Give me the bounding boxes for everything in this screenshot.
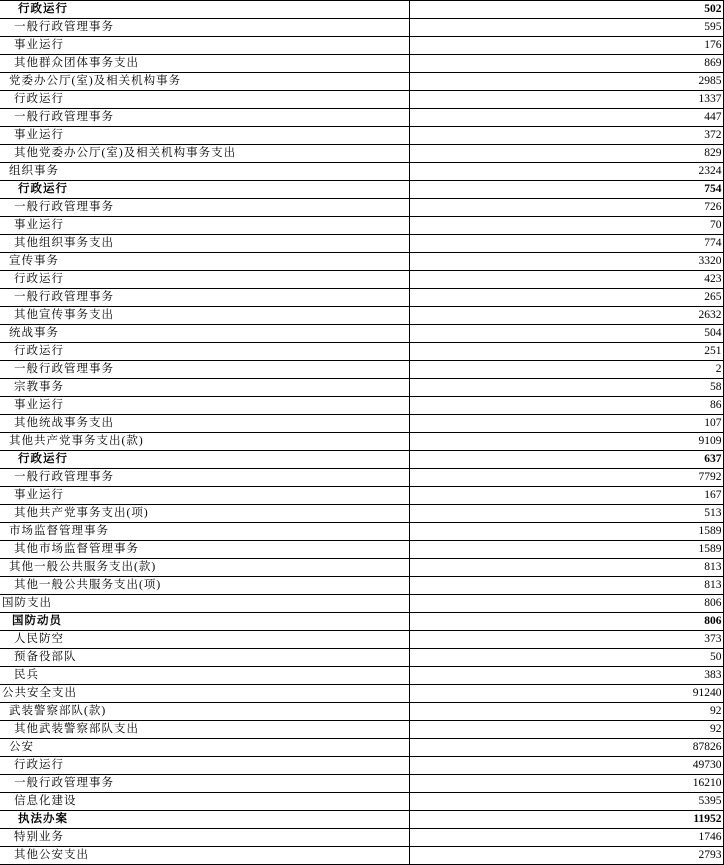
- row-label-cell[interactable]: [0, 325, 409, 343]
- table-row[interactable]: [0, 829, 723, 847]
- row-label: 特别业务: [14, 831, 64, 843]
- table-row[interactable]: [0, 343, 723, 361]
- row-label: 武装警察部队(款): [9, 705, 107, 717]
- table-row[interactable]: [0, 433, 723, 451]
- row-amount[interactable]: 806: [409, 595, 723, 613]
- row-amount[interactable]: 11952: [409, 811, 723, 829]
- row-label: 其他党委办公厅(室)及相关机构事务支出: [14, 147, 237, 159]
- table-row[interactable]: [0, 73, 723, 91]
- row-amount[interactable]: 5395: [409, 793, 723, 811]
- row-label: 其他组织事务支出: [14, 237, 114, 249]
- row-amount[interactable]: 1746: [409, 829, 723, 847]
- row-amount[interactable]: 2324: [409, 163, 723, 181]
- row-label-cell[interactable]: [0, 307, 409, 325]
- row-amount[interactable]: 16210: [409, 775, 723, 793]
- row-amount[interactable]: 637: [409, 451, 723, 469]
- row-label: 行政运行: [14, 93, 64, 105]
- table-row[interactable]: [0, 415, 723, 433]
- row-amount[interactable]: 91240: [409, 685, 723, 703]
- row-amount[interactable]: 1589: [409, 523, 723, 541]
- row-label-cell[interactable]: [0, 55, 409, 73]
- table-row[interactable]: [0, 541, 723, 559]
- row-label: 民兵: [14, 669, 39, 681]
- row-amount[interactable]: 774: [409, 235, 723, 253]
- row-label: 其他市场监督管理事务: [14, 543, 139, 555]
- row-amount[interactable]: 754: [409, 181, 723, 199]
- table-row[interactable]: [0, 379, 723, 397]
- row-label-cell[interactable]: [0, 361, 409, 379]
- table-row[interactable]: [0, 361, 723, 379]
- row-label-cell[interactable]: [0, 703, 409, 721]
- row-label-cell[interactable]: [0, 145, 409, 163]
- row-label-cell[interactable]: [0, 757, 409, 775]
- table-row[interactable]: [0, 325, 723, 343]
- table-row[interactable]: [0, 127, 723, 145]
- row-amount[interactable]: 3320: [409, 253, 723, 271]
- row-amount[interactable]: 167: [409, 487, 723, 505]
- row-amount[interactable]: 869: [409, 55, 723, 73]
- row-amount[interactable]: 806: [409, 613, 723, 631]
- table-row[interactable]: [0, 163, 723, 181]
- table-body: [0, 1, 723, 865]
- row-label: 组织事务: [9, 165, 59, 177]
- row-label-cell[interactable]: [0, 433, 409, 451]
- row-label-cell[interactable]: [0, 1, 409, 19]
- table-row[interactable]: [0, 523, 723, 541]
- row-label: 行政运行: [14, 759, 64, 771]
- table-row[interactable]: [0, 847, 723, 865]
- row-label: 其他共产党事务支出(项): [14, 507, 149, 519]
- row-label: 事业运行: [14, 129, 64, 141]
- row-label: 一般行政管理事务: [14, 111, 114, 123]
- row-label-cell[interactable]: [0, 343, 409, 361]
- row-amount[interactable]: 726: [409, 199, 723, 217]
- row-label: 其他一般公共服务支出(款): [9, 561, 157, 573]
- row-label: 其他一般公共服务支出(项): [14, 579, 162, 591]
- row-label: 国防支出: [2, 597, 52, 609]
- row-amount[interactable]: 86: [409, 397, 723, 415]
- row-label: 事业运行: [14, 39, 64, 51]
- table-row[interactable]: [0, 685, 723, 703]
- row-label: 一般行政管理事务: [14, 471, 114, 483]
- table-row[interactable]: [0, 595, 723, 613]
- table-row[interactable]: [0, 469, 723, 487]
- table-row[interactable]: [0, 559, 723, 577]
- row-amount[interactable]: 373: [409, 631, 723, 649]
- row-label-cell[interactable]: [0, 595, 409, 613]
- row-label-cell[interactable]: [0, 91, 409, 109]
- table-row[interactable]: [0, 253, 723, 271]
- row-label: 事业运行: [14, 489, 64, 501]
- table-row[interactable]: [0, 199, 723, 217]
- table-row[interactable]: [0, 55, 723, 73]
- table-row[interactable]: [0, 289, 723, 307]
- row-label-cell[interactable]: [0, 559, 409, 577]
- row-label-cell[interactable]: [0, 397, 409, 415]
- table-row[interactable]: [0, 307, 723, 325]
- row-amount[interactable]: 50: [409, 649, 723, 667]
- row-label-cell[interactable]: [0, 685, 409, 703]
- row-label: 一般行政管理事务: [14, 291, 114, 303]
- row-label: 一般行政管理事务: [14, 363, 114, 375]
- row-label: 人民防空: [14, 633, 64, 645]
- table-row[interactable]: [0, 721, 723, 739]
- table-row[interactable]: [0, 397, 723, 415]
- row-label: 其他群众团体事务支出: [14, 57, 139, 69]
- row-label: 行政运行: [18, 3, 68, 15]
- row-amount[interactable]: 813: [409, 559, 723, 577]
- table-row[interactable]: [0, 739, 723, 757]
- row-label-cell[interactable]: [0, 739, 409, 757]
- row-amount[interactable]: 1337: [409, 91, 723, 109]
- row-label-cell[interactable]: [0, 847, 409, 865]
- row-amount[interactable]: 595: [409, 19, 723, 37]
- row-amount[interactable]: 829: [409, 145, 723, 163]
- row-amount[interactable]: 1589: [409, 541, 723, 559]
- row-label: 一般行政管理事务: [14, 201, 114, 213]
- row-amount[interactable]: 92: [409, 721, 723, 739]
- row-amount[interactable]: 87826: [409, 739, 723, 757]
- table-row[interactable]: [0, 649, 723, 667]
- row-label: 一般行政管理事务: [14, 777, 114, 789]
- row-amount[interactable]: 372: [409, 127, 723, 145]
- row-label-cell[interactable]: [0, 505, 409, 523]
- row-label-cell[interactable]: [0, 217, 409, 235]
- row-label-cell[interactable]: [0, 829, 409, 847]
- row-label: 党委办公厅(室)及相关机构事务: [9, 75, 182, 87]
- table-row[interactable]: [0, 577, 723, 595]
- row-label-cell[interactable]: [0, 415, 409, 433]
- row-label-cell[interactable]: [0, 577, 409, 595]
- row-label-cell[interactable]: [0, 109, 409, 127]
- row-label: 统战事务: [9, 327, 59, 339]
- row-amount[interactable]: 176: [409, 37, 723, 55]
- row-amount[interactable]: 813: [409, 577, 723, 595]
- row-label-cell[interactable]: [0, 451, 409, 469]
- row-label: 其他武装警察部队支出: [14, 723, 139, 735]
- row-label: 执法办案: [18, 813, 68, 825]
- row-label: 市场监督管理事务: [9, 525, 109, 537]
- row-label: 公安: [9, 741, 34, 753]
- row-label-cell[interactable]: [0, 289, 409, 307]
- row-label-cell[interactable]: [0, 811, 409, 829]
- row-label-cell[interactable]: [0, 541, 409, 559]
- row-amount[interactable]: 504: [409, 325, 723, 343]
- table-row[interactable]: [0, 145, 723, 163]
- row-label-cell[interactable]: [0, 37, 409, 55]
- table-row[interactable]: [0, 451, 723, 469]
- table-row[interactable]: [0, 1, 723, 19]
- row-label: 行政运行: [14, 345, 64, 357]
- row-label-cell[interactable]: [0, 667, 409, 685]
- row-label-cell[interactable]: [0, 127, 409, 145]
- row-label-cell[interactable]: [0, 235, 409, 253]
- row-label: 其他公安支出: [14, 849, 89, 861]
- row-amount[interactable]: 7792: [409, 469, 723, 487]
- row-label: 其他宣传事务支出: [14, 309, 114, 321]
- row-amount[interactable]: 2793: [409, 847, 723, 865]
- table-row[interactable]: [0, 109, 723, 127]
- row-amount[interactable]: 502: [409, 1, 723, 19]
- table-row[interactable]: [0, 181, 723, 199]
- table-row[interactable]: [0, 37, 723, 55]
- row-label-cell[interactable]: [0, 379, 409, 397]
- row-amount[interactable]: 2632: [409, 307, 723, 325]
- row-amount[interactable]: 49730: [409, 757, 723, 775]
- row-label: 一般行政管理事务: [14, 21, 114, 33]
- row-label: 宗教事务: [14, 381, 64, 393]
- row-label: 国防动员: [12, 615, 62, 627]
- row-label-cell[interactable]: [0, 793, 409, 811]
- row-label: 信息化建设: [14, 795, 77, 807]
- table-row[interactable]: [0, 811, 723, 829]
- row-amount[interactable]: 265: [409, 289, 723, 307]
- table-row[interactable]: [0, 235, 723, 253]
- row-amount[interactable]: 383: [409, 667, 723, 685]
- row-amount[interactable]: 58: [409, 379, 723, 397]
- row-label: 其他统战事务支出: [14, 417, 114, 429]
- row-label: 事业运行: [14, 399, 64, 411]
- row-label-cell[interactable]: [0, 253, 409, 271]
- row-label: 宣传事务: [9, 255, 59, 267]
- row-label-cell[interactable]: [0, 73, 409, 91]
- row-label-cell[interactable]: [0, 469, 409, 487]
- table-row[interactable]: [0, 19, 723, 37]
- row-label-cell[interactable]: [0, 775, 409, 793]
- row-label-cell[interactable]: [0, 487, 409, 505]
- row-label-cell[interactable]: [0, 721, 409, 739]
- row-label: 行政运行: [18, 453, 68, 465]
- row-label: 预备役部队: [14, 651, 77, 663]
- table-row[interactable]: [0, 775, 723, 793]
- row-amount[interactable]: 423: [409, 271, 723, 289]
- row-label: 公共安全支出: [2, 687, 77, 699]
- row-label-cell[interactable]: [0, 613, 409, 631]
- row-amount[interactable]: 2: [409, 361, 723, 379]
- row-label: 事业运行: [14, 219, 64, 231]
- row-label-cell[interactable]: [0, 649, 409, 667]
- row-amount[interactable]: 513: [409, 505, 723, 523]
- row-label-cell[interactable]: [0, 523, 409, 541]
- table-row[interactable]: [0, 631, 723, 649]
- row-label-cell[interactable]: [0, 163, 409, 181]
- table-row[interactable]: [0, 91, 723, 109]
- row-label-cell[interactable]: [0, 19, 409, 37]
- table-row[interactable]: [0, 505, 723, 523]
- row-amount[interactable]: 70: [409, 217, 723, 235]
- row-label-cell[interactable]: [0, 271, 409, 289]
- row-label: 行政运行: [18, 183, 68, 195]
- row-amount[interactable]: 9109: [409, 433, 723, 451]
- row-label-cell[interactable]: [0, 199, 409, 217]
- row-amount[interactable]: 92: [409, 703, 723, 721]
- row-label-cell[interactable]: [0, 631, 409, 649]
- table-row[interactable]: [0, 613, 723, 631]
- table-row[interactable]: [0, 703, 723, 721]
- row-label-cell[interactable]: [0, 181, 409, 199]
- table-row[interactable]: [0, 793, 723, 811]
- table-row[interactable]: [0, 667, 723, 685]
- table-row[interactable]: [0, 217, 723, 235]
- row-amount[interactable]: 2985: [409, 73, 723, 91]
- row-amount[interactable]: 251: [409, 343, 723, 361]
- table-row[interactable]: [0, 487, 723, 505]
- row-label: 其他共产党事务支出(款): [9, 435, 144, 447]
- table-row[interactable]: [0, 757, 723, 775]
- row-label: 行政运行: [14, 273, 64, 285]
- row-amount[interactable]: 447: [409, 109, 723, 127]
- table-row[interactable]: [0, 271, 723, 289]
- row-amount[interactable]: 107: [409, 415, 723, 433]
